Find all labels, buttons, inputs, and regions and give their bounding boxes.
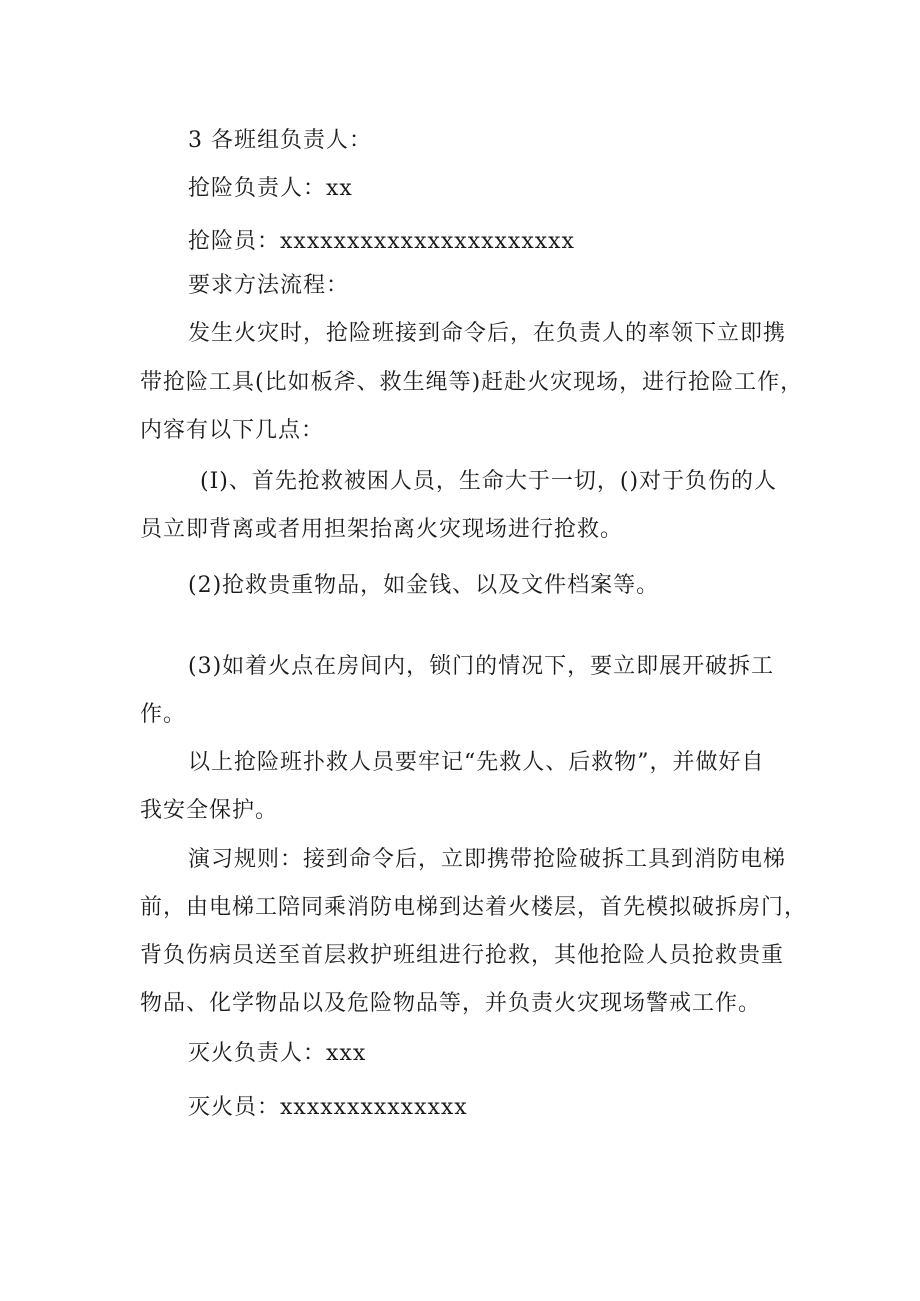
section-heading-team-leaders: 3 各班组负责人： xyxy=(188,128,372,153)
drill-rules-line: 前，由电梯工陪同乘消防电梯到达着火楼层，首先模拟破拆房门， xyxy=(140,895,808,920)
firefighting-members-line: 灭火员：xxxxxxxxxxxxxx xyxy=(188,1095,468,1120)
rescue-members-line: 抢险员：xxxxxxxxxxxxxxxxxxxxxx xyxy=(188,229,575,254)
drill-rules-line: 物品、化学物品以及危险物品等，并负责火灾现场警戒工作。 xyxy=(140,991,762,1016)
paragraph-line: 发生火灾时，抢险班接到命令后，在负责人的率领下立即携 xyxy=(188,321,787,346)
list-item-3-line: 作。 xyxy=(140,702,187,727)
paragraph-line: 以上抢险班扑救人员要牢记“先救人、后救物”，并做好自 xyxy=(188,750,765,775)
list-item-1-line: 员立即背离或者用担架抬离火灾现场进行抢救。 xyxy=(140,517,624,542)
drill-rules-line: 背负伤病员送至首层救护班组进行抢救，其他抢险人员抢救贵重 xyxy=(140,943,785,968)
list-item-1-line: (I)、首先抢救被困人员，生命大于一切，()对于负伤的人 xyxy=(200,469,778,494)
paragraph-line: 带抢险工具(比如板斧、救生绳等)赶赴火灾现场，进行抢险工作， xyxy=(140,370,804,395)
list-item-3-line: (3)如着火点在房间内，锁门的情况下，要立即展开破拆工 xyxy=(188,654,775,679)
rescue-leader-line: 抢险负责人：xx xyxy=(188,176,353,201)
paragraph-line: 内容有以下几点： xyxy=(140,418,325,443)
paragraph-line: 我安全保护。 xyxy=(140,798,279,823)
firefighting-leader-line: 灭火负责人：xxx xyxy=(188,1041,367,1066)
list-item-2-line: (2)抢救贵重物品，如金钱、以及文件档案等。 xyxy=(188,573,660,598)
requirements-heading: 要求方法流程： xyxy=(188,273,350,298)
drill-rules-line: 演习规则：接到命令后，立即携带抢险破拆工具到消防电梯 xyxy=(188,847,787,872)
